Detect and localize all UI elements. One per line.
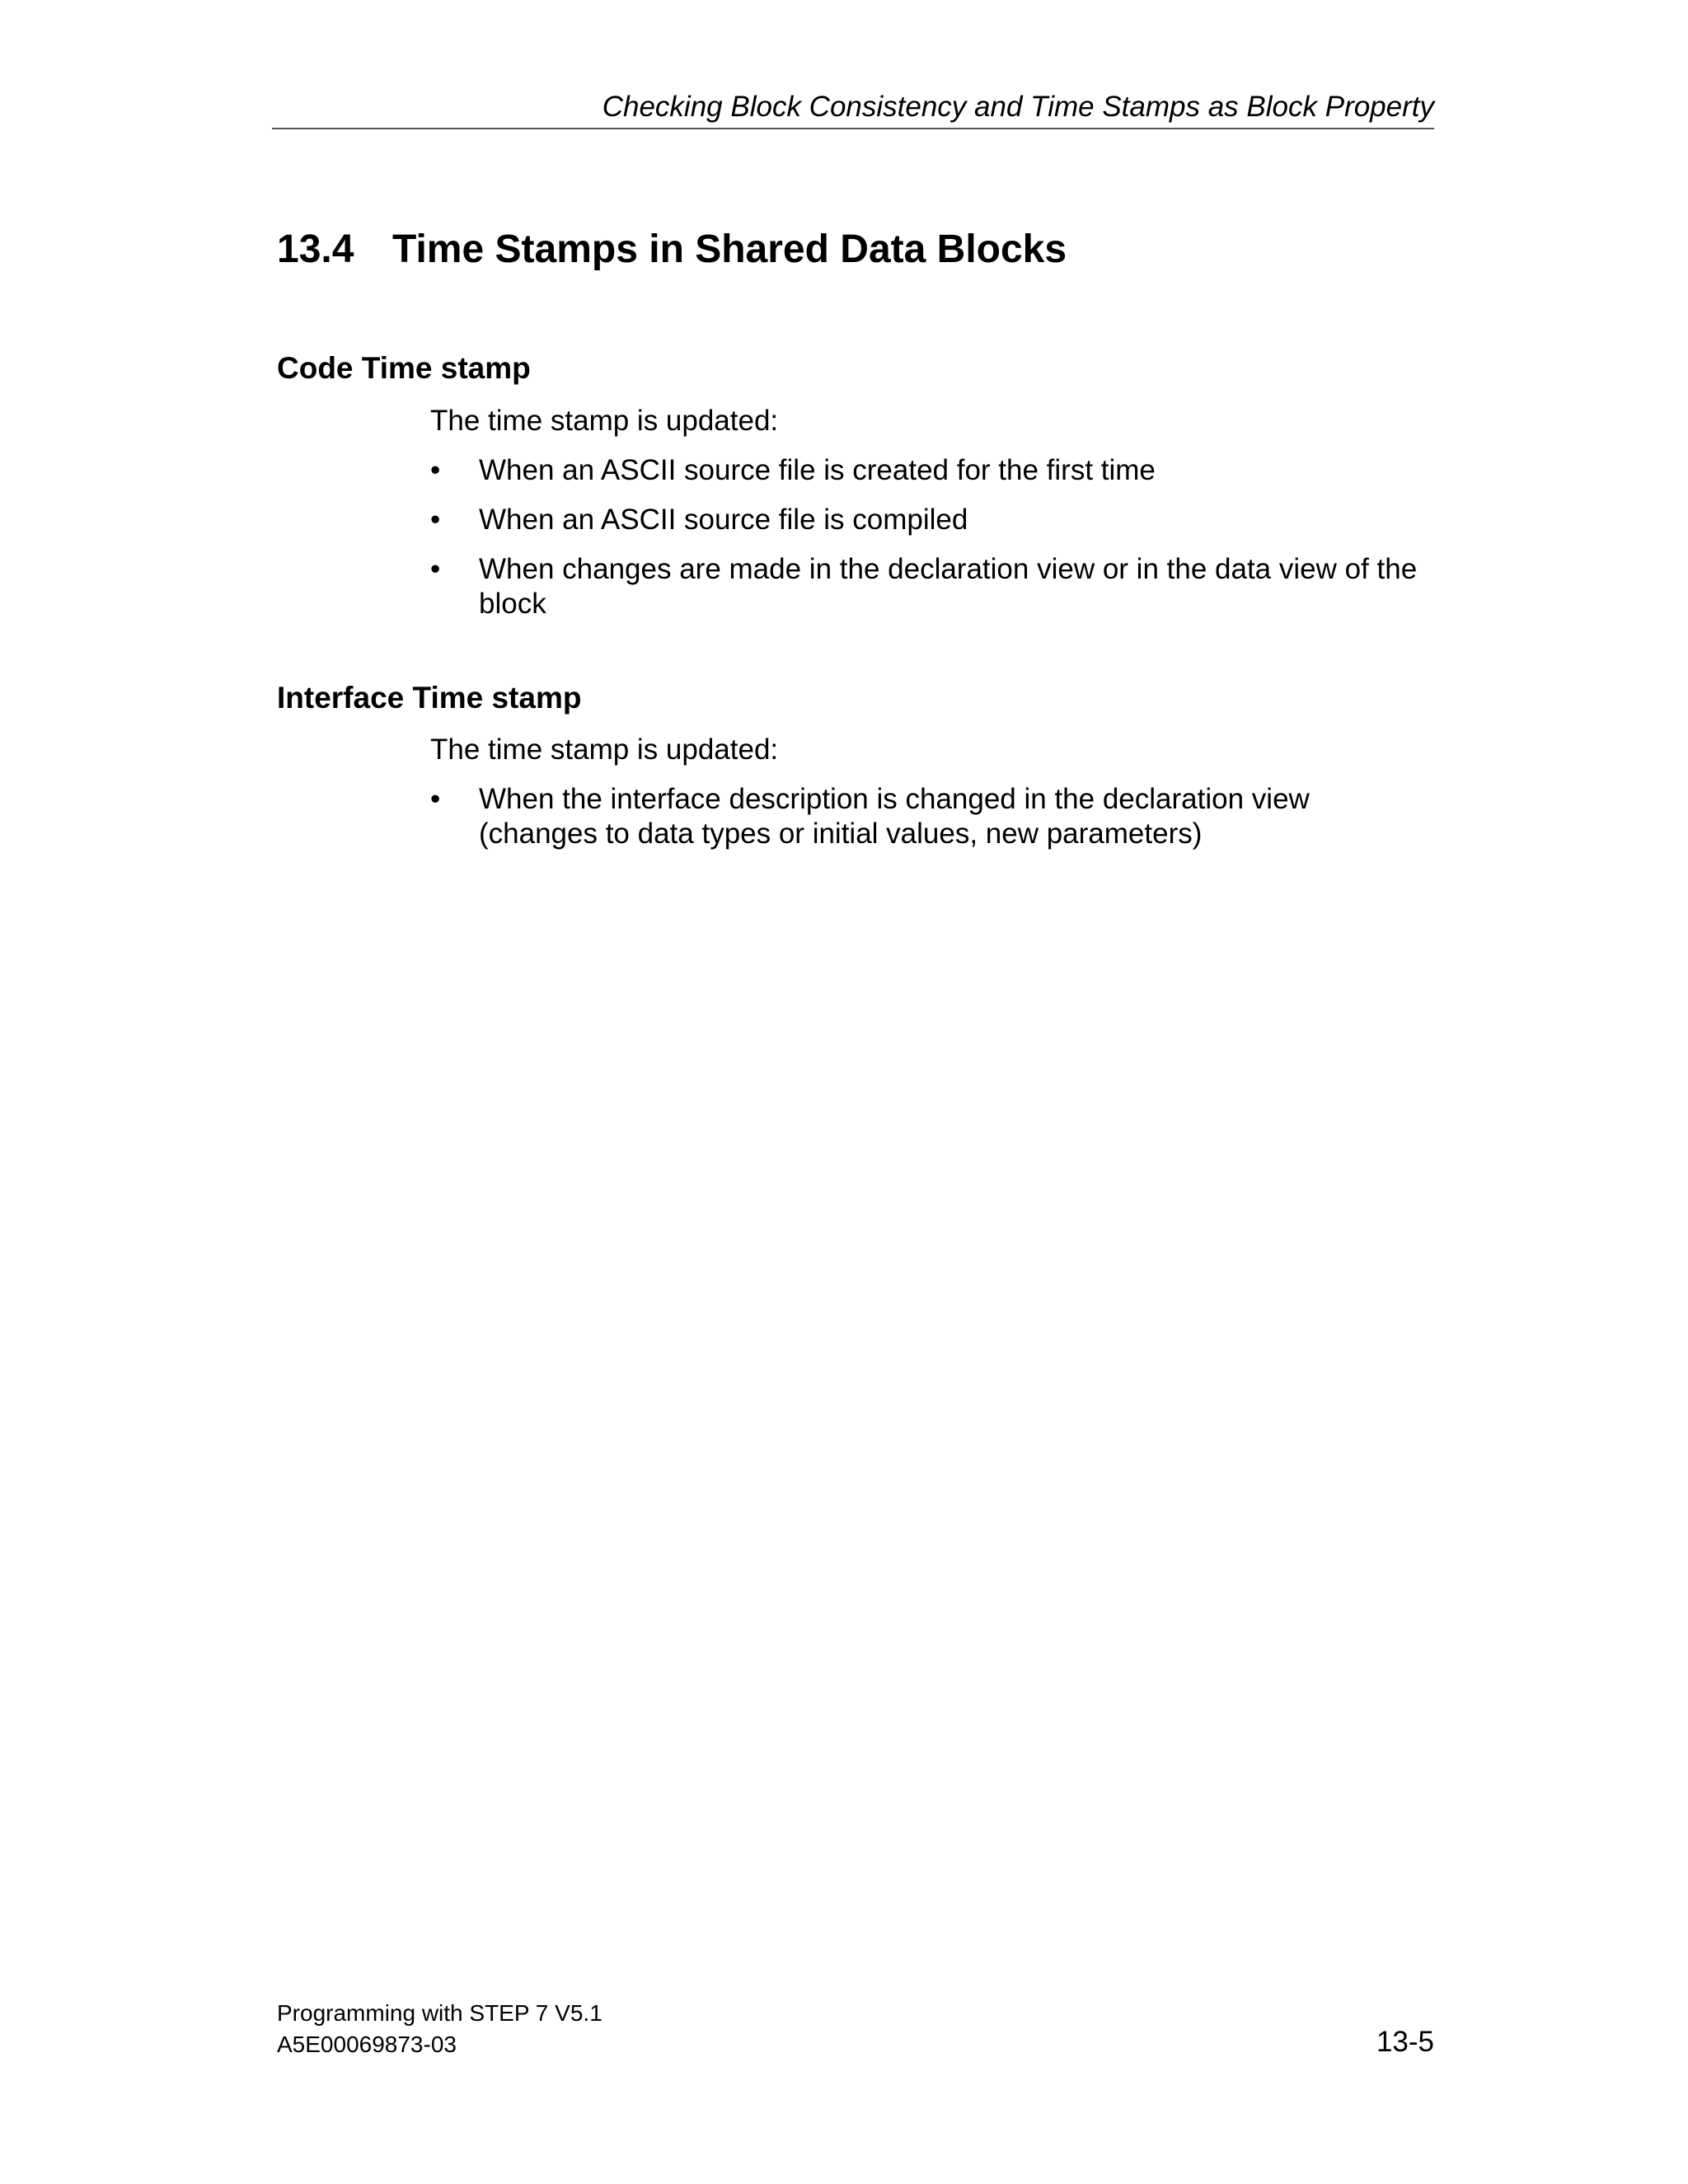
- code-time-stamp-intro: The time stamp is updated:: [430, 405, 779, 437]
- interface-time-stamp-heading: Interface Time stamp: [277, 681, 582, 715]
- code-time-stamp-list: [430, 453, 1436, 636]
- interface-time-stamp-intro: The time stamp is updated:: [430, 733, 779, 766]
- manual-title: Programming with STEP 7 V5.1: [277, 2000, 603, 2026]
- list-item: [430, 782, 1436, 851]
- bullet-icon: •: [430, 553, 441, 585]
- list-item: [430, 503, 1436, 537]
- page-number: 13-5: [1376, 2026, 1434, 2058]
- code-time-stamp-heading: Code Time stamp: [277, 351, 531, 385]
- footer-left: [277, 1998, 603, 2060]
- bullet-icon: •: [430, 783, 441, 815]
- order-number: A5E00069873-03: [277, 2032, 457, 2057]
- list-item: [430, 552, 1436, 621]
- section-heading: [277, 224, 1067, 275]
- list-item-text: When an ASCII source file is compiled: [479, 504, 968, 536]
- bullet-icon: •: [430, 504, 441, 536]
- interface-time-stamp-list: [430, 782, 1436, 866]
- list-item-text: When an ASCII source file is created for the first time: [479, 454, 1156, 486]
- section-number: 13.4: [277, 227, 354, 271]
- bullet-icon: •: [430, 454, 441, 486]
- list-item-text: When the interface description is changed in the declaration view (changes to data types or initial values, new parameters): [479, 783, 1310, 850]
- header-rule: [272, 128, 1434, 129]
- list-item-text: When changes are made in the declaration view or in the data view of the block: [479, 553, 1418, 620]
- section-title: Time Stamps in Shared Data Blocks: [392, 227, 1067, 271]
- running-header: Checking Block Consistency and Time Stamps as Block Property: [602, 91, 1434, 123]
- list-item: [430, 453, 1436, 488]
